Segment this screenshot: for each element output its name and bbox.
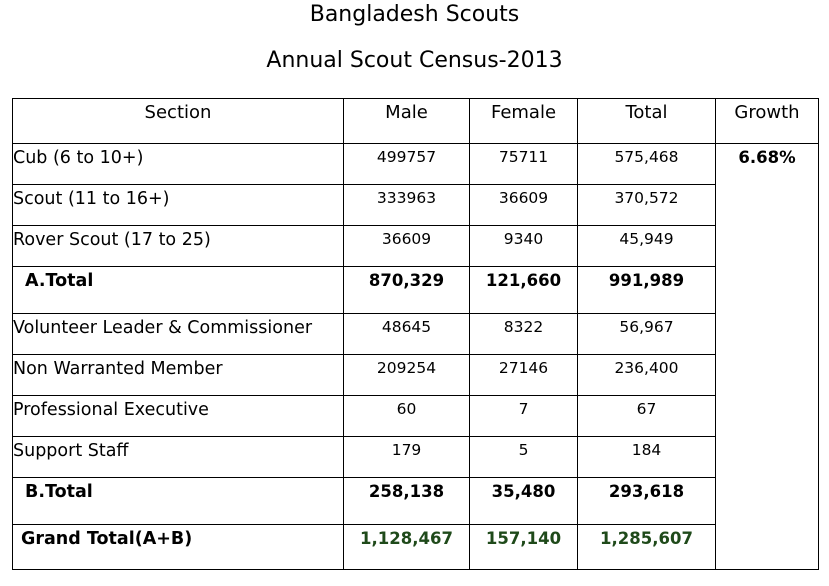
row-female-value: 157,140: [470, 525, 578, 570]
table-row: [13, 396, 819, 437]
row-male-value: 179: [344, 437, 470, 478]
row-male-value: 36609: [344, 226, 470, 267]
table-row: [13, 314, 819, 355]
row-male-value: 870,329: [344, 267, 470, 314]
row-total-value: 236,400: [578, 355, 716, 396]
column-header-section: Section: [13, 99, 344, 144]
row-section-label: Rover Scout (17 to 25): [13, 226, 344, 267]
row-total-value: 575,468: [578, 144, 716, 185]
census-table: [12, 98, 819, 570]
row-female-value: 121,660: [470, 267, 578, 314]
row-section-label: Professional Executive: [13, 396, 344, 437]
row-total-value: 293,618: [578, 478, 716, 525]
row-female-value: 5: [470, 437, 578, 478]
row-female-value: 9340: [470, 226, 578, 267]
row-female-value: 27146: [470, 355, 578, 396]
table-row: [13, 185, 819, 226]
row-male-value: 60: [344, 396, 470, 437]
subtotal-row-b: [13, 478, 819, 525]
row-section-label: A.Total: [13, 267, 344, 314]
row-total-value: 45,949: [578, 226, 716, 267]
row-male-value: 209254: [344, 355, 470, 396]
row-male-value: 258,138: [344, 478, 470, 525]
row-total-value: 991,989: [578, 267, 716, 314]
table-row: [13, 144, 819, 185]
table-row: [13, 226, 819, 267]
row-total-value: 56,967: [578, 314, 716, 355]
column-header-female: Female: [470, 99, 578, 144]
row-section-label: B.Total: [13, 478, 344, 525]
row-section-label: Grand Total(A+B): [13, 525, 344, 570]
subtotal-row-a: [13, 267, 819, 314]
table-header-row: [13, 99, 819, 144]
row-female-value: 7: [470, 396, 578, 437]
row-female-value: 35,480: [470, 478, 578, 525]
row-female-value: 75711: [470, 144, 578, 185]
column-header-total: Total: [578, 99, 716, 144]
row-male-value: 1,128,467: [344, 525, 470, 570]
table-row: [13, 355, 819, 396]
row-total-value: 1,285,607: [578, 525, 716, 570]
row-section-label: Volunteer Leader & Commissioner: [13, 314, 344, 355]
page-subtitle: Annual Scout Census-2013: [266, 48, 563, 73]
row-section-label: Support Staff: [13, 437, 344, 478]
row-female-value: 36609: [470, 185, 578, 226]
row-section-label: Scout (11 to 16+): [13, 185, 344, 226]
row-female-value: 8322: [470, 314, 578, 355]
column-header-male: Male: [344, 99, 470, 144]
row-male-value: 48645: [344, 314, 470, 355]
row-total-value: 67: [578, 396, 716, 437]
row-male-value: 499757: [344, 144, 470, 185]
grand-total-row: [13, 525, 819, 570]
column-header-growth: Growth: [716, 99, 819, 144]
row-male-value: 333963: [344, 185, 470, 226]
row-section-label: Non Warranted Member: [13, 355, 344, 396]
row-total-value: 184: [578, 437, 716, 478]
table-row: [13, 437, 819, 478]
row-section-label: Cub (6 to 10+): [13, 144, 344, 185]
page-title: Bangladesh Scouts: [309, 2, 520, 27]
row-total-value: 370,572: [578, 185, 716, 226]
growth-value: 6.68%: [716, 144, 819, 570]
